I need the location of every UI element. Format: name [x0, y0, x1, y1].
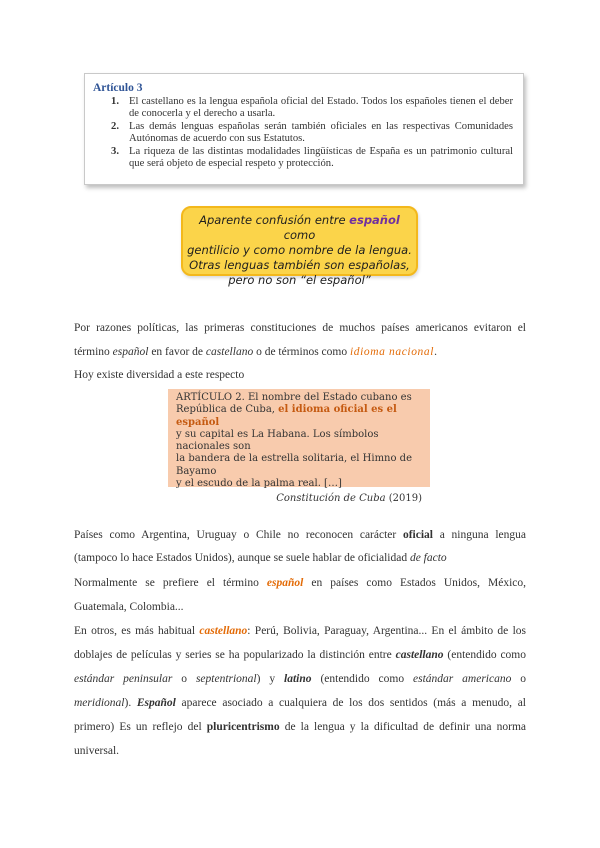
- article-item-text: El castellano es la lengua española oficial del Estado. Todos los españoles tienen el deber de conocerla y el derecho a usarla.: [129, 96, 513, 119]
- article-box: [84, 73, 524, 185]
- quote-line: y su capital es La Habana. Los símbolos nacionales son: [176, 428, 379, 453]
- paragraph-line: meridional). Español aparece asociado a cualquiera de los dos sentidos (más a menudo, al: [74, 697, 526, 709]
- highlight-idioma-nacional: idioma nacional: [349, 346, 435, 358]
- article-title: Artículo 3: [93, 82, 143, 94]
- paragraph-line: (tampoco lo hace Estados Unidos), aunque se suele hablar de oficialidad de facto: [74, 552, 447, 564]
- quote-line: la bandera de la estrella solitaria, el Himno de Bayamo: [176, 453, 413, 477]
- paragraph-line: estándar peninsular o septentrional) y latino (entendido como estándar americano o: [74, 673, 527, 685]
- highlight-idioma-oficial: el idioma oficial es el español: [176, 404, 397, 428]
- article-item: [93, 146, 513, 170]
- quote-source: Constitución de Cuba (2019): [276, 493, 422, 505]
- article-item: [93, 121, 513, 145]
- article-item-number: 2.: [111, 121, 119, 132]
- paragraph-line: Guatemala, Colombia...: [74, 601, 184, 613]
- paragraph-line: primero) Es un reflejo del pluricentrismo de la lengua y la dificultad de definir una norma: [74, 721, 526, 733]
- paragraph-line: Hoy existe diversidad a este respecto: [74, 369, 245, 381]
- article-item: [93, 96, 513, 120]
- callout-note: [181, 206, 418, 287]
- paragraph-line: Por razones políticas, las primeras constituciones de muchos países americanos evitaron el: [74, 322, 526, 334]
- quote-line: y el escudo de la palma real. […]: [176, 478, 342, 490]
- highlight-castellano: castellano: [199, 625, 248, 637]
- paragraph-line: En otros, es más habitual castellano: Perú, Bolivia, Paraguay, Argentina... En el ámbito de los: [74, 625, 526, 637]
- quote-box-cuba: [168, 389, 430, 505]
- paragraph-line: doblajes de películas y series se ha popularizado la distinción entre castellano (entendido como: [74, 649, 526, 661]
- article-item-number: 3.: [111, 146, 119, 157]
- paragraph-line: universal.: [74, 745, 120, 757]
- paragraph-line: Normalmente se prefiere el término español en países como Estados Unidos, México,: [74, 577, 527, 589]
- highlight-espanol: español: [266, 577, 304, 589]
- callout-line: Otras lenguas también son españolas,: [189, 258, 410, 272]
- callout-line: gentilicio y como nombre de la lengua.: [187, 243, 412, 257]
- callout-line: pero no son “el español”: [228, 273, 371, 287]
- callout-line: Aparente confusión entre español como: [199, 213, 400, 242]
- quote-line: República de Cuba, el idioma oficial es el español: [176, 404, 397, 428]
- quote-line: ARTÍCULO 2. El nombre del Estado cubano es: [176, 392, 412, 403]
- article-item-number: 1.: [111, 96, 119, 107]
- article-item-text: La riqueza de las distintas modalidades lingüísticas de España es un patrimonio cultural que será objeto de especial respeto y protección.: [129, 146, 513, 169]
- paragraph-line: término español en favor de castellano o de términos como idioma nacional.: [74, 346, 437, 358]
- highlight-espanol: español: [349, 213, 400, 227]
- paragraph-line: Países como Argentina, Uruguay o Chile no reconocen carácter oficial a ninguna lengua: [74, 529, 526, 541]
- article-item-text: Las demás lenguas españolas serán también oficiales en las respectivas Comunidades Autónomas de acuerdo con sus Estatutos.: [129, 121, 513, 144]
